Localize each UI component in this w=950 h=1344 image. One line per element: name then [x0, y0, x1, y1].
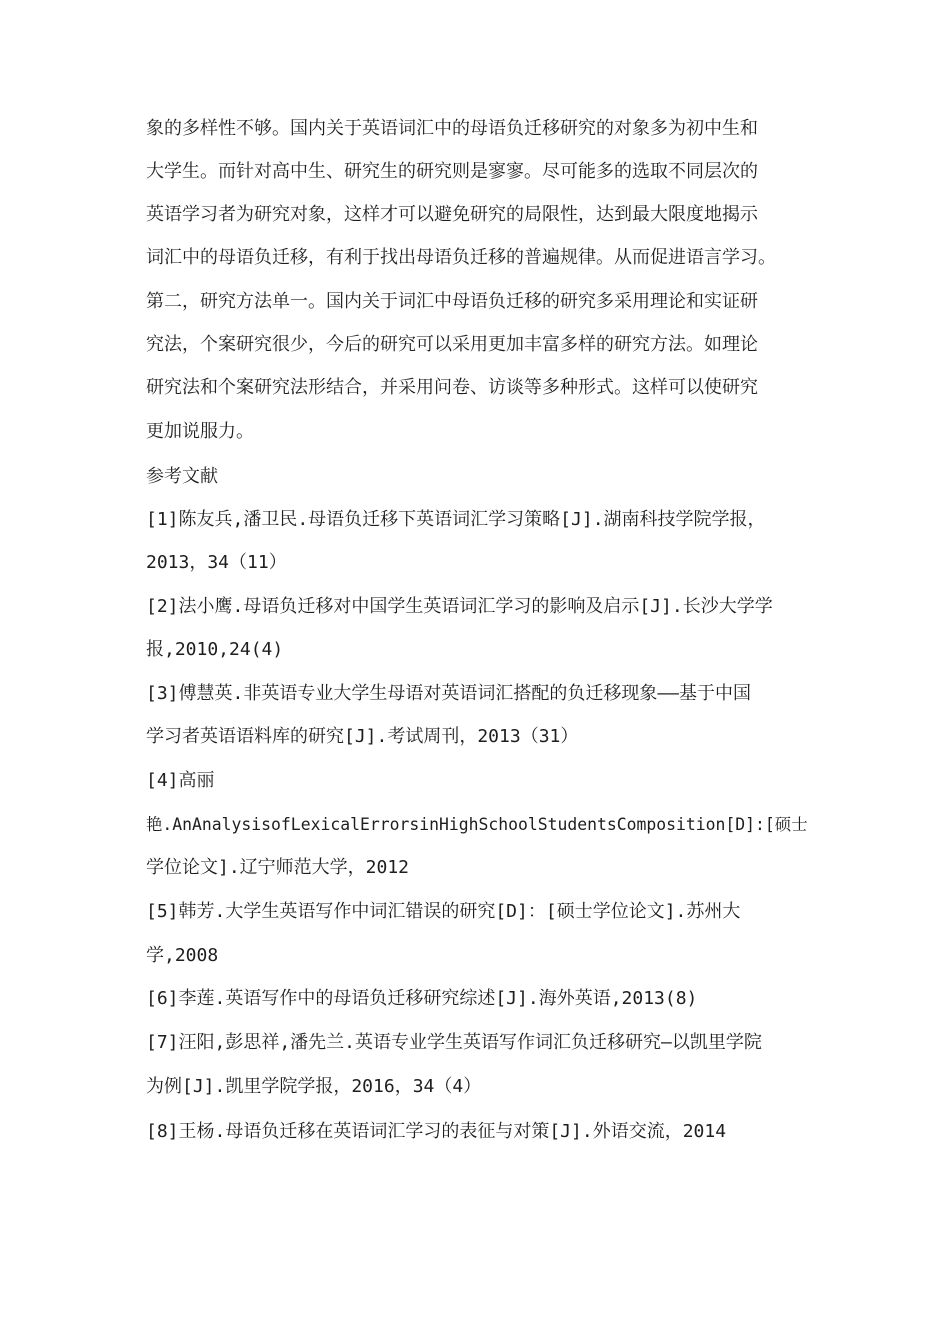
reference-line: 学习者英语语料库的研究[J].考试周刊，2013（31） — [146, 726, 579, 747]
body-text-line: 英语学习者为研究对象，这样才可以避免研究的局限性，达到最大限度地揭示 — [146, 204, 758, 225]
reference-line: 为例[J].凯里学院学报，2016，34（4） — [146, 1076, 482, 1097]
reference-line: [7]汪阳,彭思祥,潘先兰.英语专业学生英语写作词汇负迁移研究—以凯里学院 — [146, 1032, 762, 1053]
body-text-line: 词汇中的母语负迁移，有利于找出母语负迁移的普遍规律。从而促进语言学习。 — [146, 247, 776, 268]
reference-line: [3]傅慧英.非英语专业大学生母语对英语词汇搭配的负迁移现象——基于中国 — [146, 683, 752, 704]
body-text-line: 究法，个案研究很少，今后的研究可以采用更加丰富多样的研究方法。如理论 — [146, 334, 758, 355]
reference-line: 学,2008 — [146, 945, 219, 966]
reference-line: 报,2010,24(4) — [146, 639, 284, 660]
body-text-line: 第二，研究方法单一。国内关于词汇中母语负迁移的研究多采用理论和实证研 — [146, 291, 758, 312]
reference-line: [6]李莲.英语写作中的母语负迁移研究综述[J].海外英语,2013(8) — [146, 988, 698, 1009]
reference-line: 学位论文].辽宁师范大学，2012 — [146, 857, 410, 878]
reference-line: [8]王杨.母语负迁移在英语词汇学习的表征与对策[J].外语交流，2014 — [146, 1121, 727, 1142]
references-heading: 参考文献 — [146, 466, 218, 487]
body-text-line: 象的多样性不够。国内关于英语词汇中的母语负迁移研究的对象多为初中生和 — [146, 118, 758, 139]
reference-line: [2]法小鹰.母语负迁移对中国学生英语词汇学习的影响及启示[J].长沙大学学 — [146, 596, 773, 617]
reference-line: [4]高丽 — [146, 770, 215, 791]
reference-line: 艳.AnAnalysisofLexicalErrorsinHighSchoolStudentsComposition[D]:[硕士 — [146, 815, 808, 834]
body-text-line: 研究法和个案研究法形结合，并采用问卷、访谈等多种形式。这样可以使研究 — [146, 377, 758, 398]
body-text-line: 更加说服力。 — [146, 421, 254, 442]
reference-line: [5]韩芳.大学生英语写作中词汇错误的研究[D]：[硕士学位论文].苏州大 — [146, 901, 741, 922]
reference-line: 2013，34（11） — [146, 552, 287, 573]
reference-line: [1]陈友兵,潘卫民.母语负迁移下英语词汇学习策略[J].湖南科技学院学报， — [146, 509, 766, 530]
body-text-line: 大学生。而针对高中生、研究生的研究则是寥寥。尽可能多的选取不同层次的 — [146, 161, 758, 182]
